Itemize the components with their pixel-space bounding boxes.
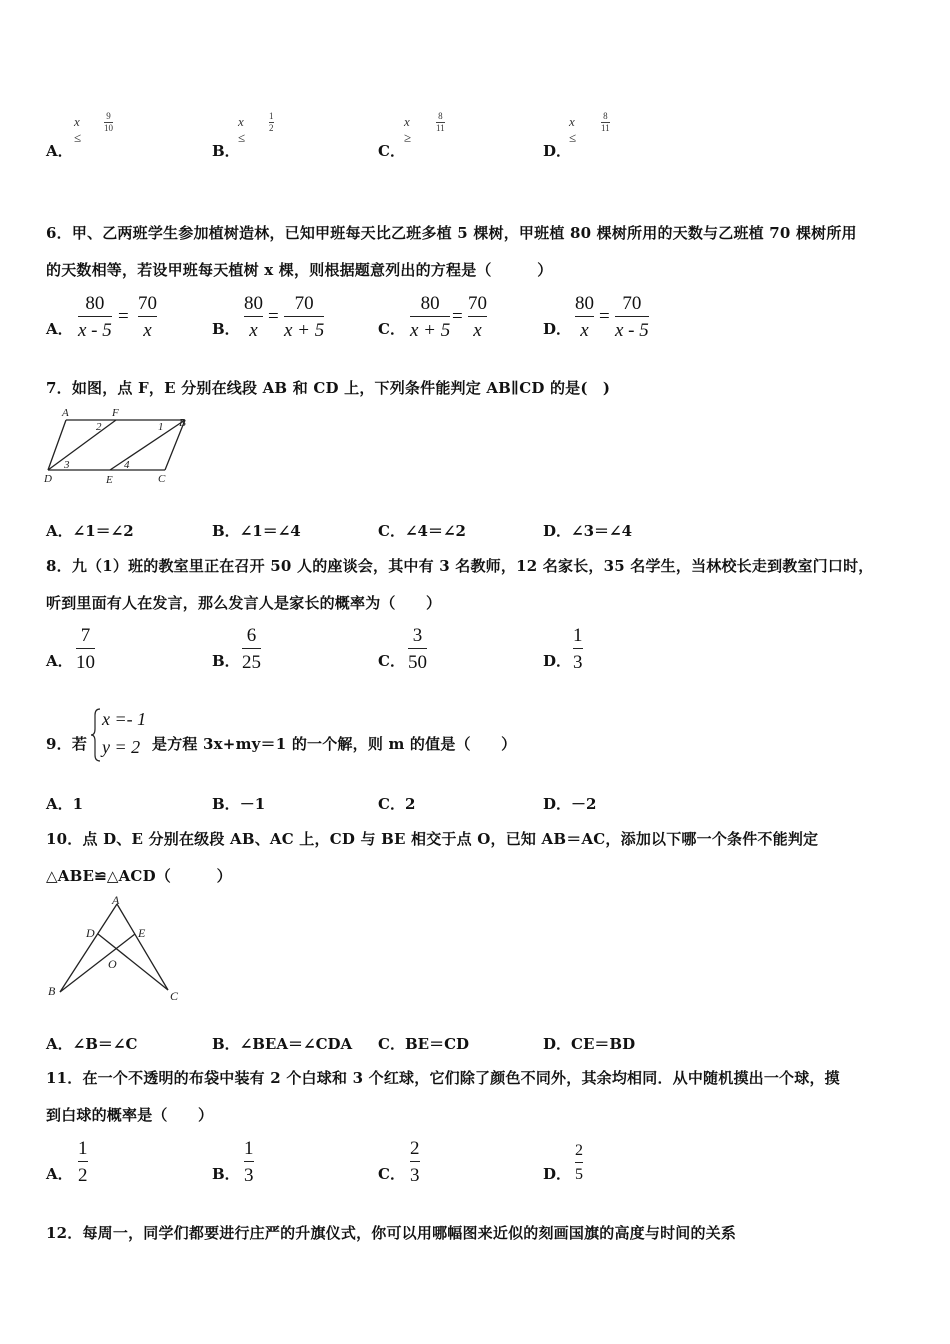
q8-option-a[interactable]: A． 7 10 (46, 625, 95, 673)
label-c: C (158, 473, 166, 485)
fraction: 2 5 (575, 1142, 583, 1183)
q7-option-b[interactable]: B．∠1＝∠4 (212, 522, 301, 540)
q10-triangle-figure (40, 892, 190, 1007)
fraction: 6 25 (242, 625, 261, 673)
fraction: 1 2 (269, 111, 274, 133)
label-e: E (106, 474, 113, 486)
fraction-right: 70 x (138, 293, 157, 341)
system-equation-2: y = 2 (102, 737, 141, 757)
fraction: 3 50 (408, 625, 427, 673)
fraction: 7 10 (76, 625, 95, 673)
q7-parallelogram-figure (40, 402, 200, 488)
q11-option-d[interactable]: D． 2 5 (543, 1142, 583, 1183)
q9-question: 9．若 x =- 1 y = 2 是方程 3x+my＝1 的一个解，则 m 的值是（ ） (46, 705, 646, 765)
q6-option-a[interactable]: A． 80 x - 5 = 70 x (46, 293, 157, 341)
segment-be (110, 420, 185, 470)
angle-4: 4 (124, 459, 130, 471)
q8-option-b[interactable]: B． 6 25 (212, 625, 261, 673)
q10-option-d[interactable]: D．CE＝BD (543, 1035, 636, 1053)
label-a: A (62, 407, 69, 419)
q10-text-line1: 10．点 D、E 分别在级段 AB、AC 上，CD 与 BE 相交于点 O，已知 AB＝AC，添加以下哪一个条件不能判定 (46, 830, 819, 848)
q10-option-b[interactable]: B．∠BEA＝∠CDA (212, 1035, 353, 1053)
q8-text-line2: 听到里面有人在发言，那么发言人是家长的概率为（ ） (46, 594, 442, 612)
fraction: 1 3 (573, 625, 583, 673)
segment-ac (117, 904, 168, 990)
q9-option-b[interactable]: B．－1 (212, 795, 266, 813)
q11-text-line2: 到白球的概率是（ ） (46, 1106, 214, 1124)
segment-be (60, 934, 135, 992)
q11-option-b[interactable]: B． 1 3 (212, 1138, 254, 1186)
fraction-right: 70 x (468, 293, 487, 341)
label-f: F (112, 407, 119, 419)
fraction: 2 3 (410, 1138, 420, 1186)
q8-text-line1: 8．九（1）班的教室里正在召开 50 人的座谈会，其中有 3 名教师，12 名家长，35 名学生，当林校长走到教室门口时， (46, 557, 874, 575)
angle-2: 2 (96, 421, 102, 433)
fraction: 8 11 (601, 111, 610, 133)
q9-option-d[interactable]: D．－2 (543, 795, 597, 813)
q7-option-d[interactable]: D．∠3＝∠4 (543, 522, 633, 540)
fraction: 1 2 (78, 1138, 88, 1186)
system-equation-1: x =- 1 (102, 709, 147, 729)
q10-option-a[interactable]: A．∠B＝∠C (46, 1035, 138, 1053)
q8-option-d[interactable]: D． 1 3 (543, 625, 583, 673)
q11-text-line1: 11．在一个不透明的布袋中装有 2 个白球和 3 个红球，它们除了颜色不同外，其余均相同．从中随机摸出一个球，摸 (46, 1069, 840, 1087)
label-d: D (44, 473, 52, 485)
fraction-left: 80 x (575, 293, 594, 341)
q6-text-line1: 6．甲、乙两班学生参加植树造林，已知甲班每天比乙班多植 5 棵树，甲班植 80 棵树所用的天数与乙班植 70 棵树所用 (46, 224, 857, 242)
fraction: 9 10 (104, 111, 113, 133)
label-e: E (138, 926, 146, 940)
label-b: B (48, 984, 56, 998)
fraction-left: 80 x - 5 (78, 293, 112, 341)
q10-text-line2: △ABE≌△ACD（ ） (46, 867, 232, 885)
fraction-right: 70 x - 5 (615, 293, 649, 341)
q7-text: 7．如图，点 F，E 分别在线段 AB 和 CD 上，下列条件能判定 AB∥CD 的是( ) (46, 379, 611, 397)
fraction-left: 80 x (244, 293, 263, 341)
q12-text: 12．每周一，同学们都要进行庄严的升旗仪式，你可以用哪幅图来近似的刻画国旗的高度与时间的关系 (46, 1224, 737, 1242)
fraction: 8 11 (436, 111, 445, 133)
segment-ab (60, 904, 117, 992)
q11-option-c[interactable]: C． 2 3 (378, 1138, 420, 1186)
segment-df (48, 420, 116, 470)
label-d: D (86, 926, 95, 940)
q6-text-line2: 的天数相等，若设甲班每天植树 x 棵，则根据题意列出的方程是（ ） (46, 261, 553, 279)
fraction-right: 70 x + 5 (284, 293, 325, 341)
q11-option-a[interactable]: A． 1 2 (46, 1138, 88, 1186)
q6-option-c[interactable]: C． 80 x + 5 = 70 x (378, 293, 487, 341)
q7-option-a[interactable]: A．∠1＝∠2 (46, 522, 134, 540)
q9-option-c[interactable]: C．2 (378, 795, 416, 813)
angle-3: 3 (64, 459, 70, 471)
q6-option-d[interactable]: D． 80 x = 70 x - 5 (543, 293, 649, 341)
fraction-left: 80 x + 5 (410, 293, 451, 341)
q8-option-c[interactable]: C． 3 50 (378, 625, 427, 673)
q7-option-c[interactable]: C．∠4＝∠2 (378, 522, 466, 540)
left-brace-icon (90, 707, 102, 763)
q9-option-a[interactable]: A．1 (46, 795, 84, 813)
angle-1: 1 (158, 421, 164, 433)
q10-option-c[interactable]: C．BE＝CD (378, 1035, 470, 1053)
label-o: O (108, 957, 117, 971)
label-a: A (112, 893, 120, 907)
fraction: 1 3 (244, 1138, 254, 1186)
label-b: B (179, 417, 186, 429)
q6-option-b[interactable]: B． 80 x = 70 x + 5 (212, 293, 325, 341)
label-c: C (170, 989, 179, 1003)
